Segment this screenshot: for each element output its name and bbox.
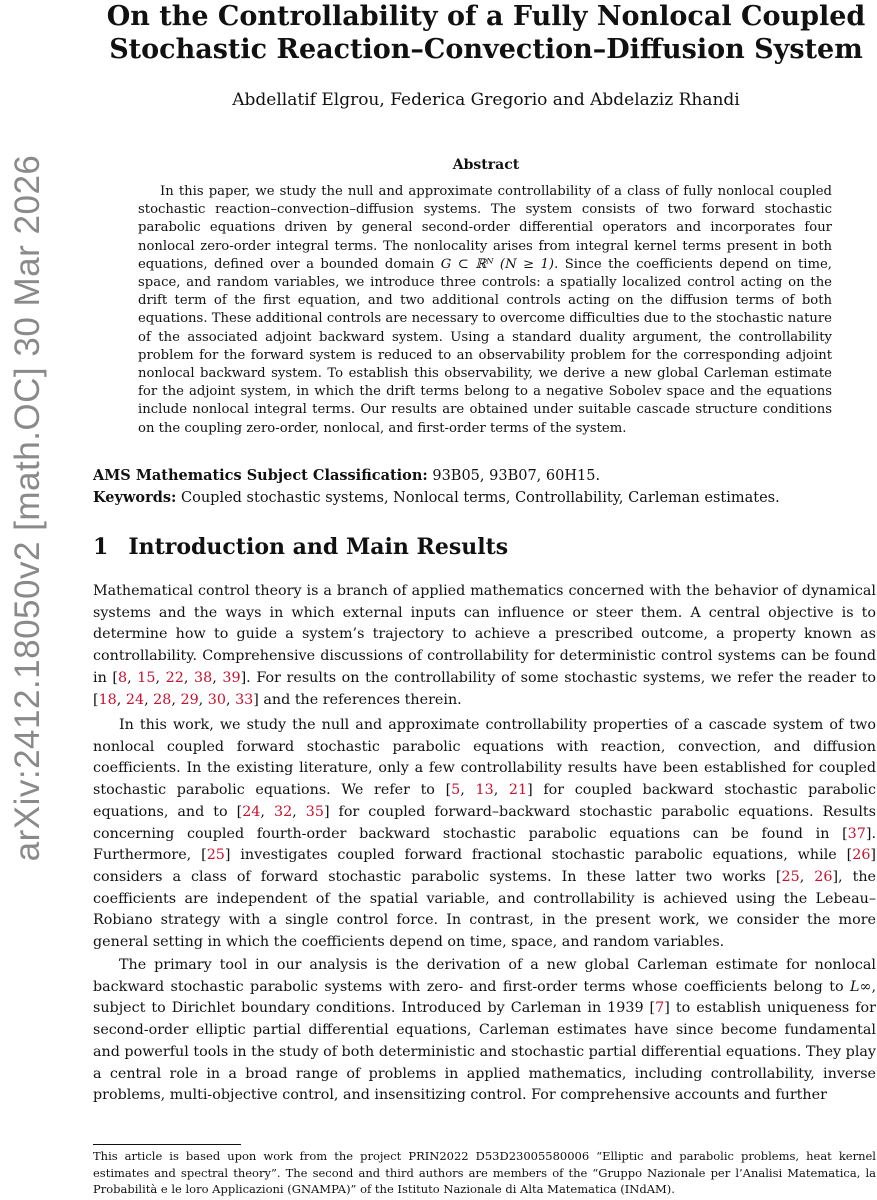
title-line-1: On the Controllability of a Fully Nonlocal Coupled (106, 1, 866, 32)
section-title: Introduction and Main Results (128, 534, 509, 560)
keywords-list: Coupled stochastic systems, Nonlocal terms, Controllability, Carleman estimates. (176, 490, 780, 506)
intro-paragraph-2: In this work, we study the null and approximate controllability properties of a cascade system of two nonlocal coupled forward stochastic parabolic equations with reaction, convection, and diffusion coefficients. In the existing literature, only a few controllability results have been established for coupled stochastic parabolic equations. We refer to [5, 13, 21] for coupled backward stochastic parabolic equations, and to [24, 32, 35] for coupled forward–backward stochastic parabolic equations. Results concerning coupled fourth-order backward stochastic parabolic equations can be found in [37]. Furthermore, [25] investigates coupled forward fractional stochastic parabolic equations, while [26] considers a class of forward stochastic parabolic systems. In these latter two works [25, 26], the coefficients are independent of the spatial variable, and controllability is achieved using the Lebeau–Robiano strategy with a single control force. In contrast, in the present work, we consider the more general setting in which the coefficients depend on time, space, and random variables. (93, 717, 877, 951)
title-line-2: Stochastic Reaction–Convection–Diffusion System (109, 34, 863, 65)
intro-paragraph-1: Mathematical control theory is a branch of applied mathematics concerned with the behavior of dynamical systems and the ways in which external inputs can influence or steer them. A central objective is to determine how to guide a system’s trajectory to achieve a prescribed outcome, a property known as controllability. Comprehensive discussions of controllability for deterministic control systems can be found in [8, 15, 22, 38, 39]. For results on the controllability of some stochastic systems, we refer the reader to [18, 24, 28, 29, 30, 33] and the references therein. (93, 583, 877, 708)
citation-link[interactable]: 26 (852, 847, 871, 864)
paragraph-text: ], the coefficients are independent of the spatial variable, and controllability is achieved using the Lebeau–Robiano strategy with a single control force. In contrast, in the present work, we consider the more general setting in which the coefficients depend on time, space, and random variables. (93, 868, 876, 951)
paragraph-text: ] for coupled forward–backward stochastic parabolic equations. Results concerning coupled fourth-order backward stochastic parabolic equations can be found in [ (93, 803, 877, 842)
citation-link[interactable]: 25 (781, 868, 800, 885)
citation-link[interactable]: 26 (814, 868, 833, 885)
abstract-heading: Abstract (452, 157, 520, 173)
citation-link[interactable]: 33 (235, 691, 254, 708)
paragraph-text: The primary tool in our analysis is the derivation of a new global Carleman estimate for nonlocal backward stochastic parabolic systems with zero- and first-order terms whose coefficients belong to (93, 957, 876, 995)
citation-link[interactable]: 29 (180, 691, 199, 708)
paragraph-text: ] to establish uniqueness for second-order elliptic partial differential equations, Carleman estimates have since become fundamental and powerful tools in the study of both deterministic and stochastic partial differential equations. They play a central role in a broad range of problems in applied mathematics, including controllability, inverse problems, multi-objective control, and insensitizing control. For comprehensive accounts and further (93, 1000, 876, 1104)
citation-link[interactable]: 24 (242, 803, 261, 820)
citation-link[interactable]: 28 (153, 691, 172, 708)
paragraph-text: ]. Furthermore, [ (93, 825, 876, 864)
citation-link[interactable]: 8 (117, 669, 128, 686)
section-heading (93, 534, 508, 560)
math-dimension-condition: (N ≥ 1) (493, 256, 555, 272)
citation-link[interactable]: 15 (137, 669, 156, 686)
paragraph-text: In this work, we study the null and approximate controllability properties of a cascade system of two nonlocal coupled forward stochastic parabolic equations with reaction, convection, and diffusion coefficients. In the existing literature, only a few controllability results have been established for coupled stochastic parabolic equations. We refer to [ (93, 717, 876, 799)
author-list: Abdellatif Elgrou, Federica Gregorio and Abdelaziz Rhandi (232, 90, 740, 110)
abstract-text-2: . Since the coefficients depend on time, space, and random variables, we introduce three controls: a spatially localized control acting on the drift term of the first equation, and two additional controls acting on the diffusion terms of both equations. These additional controls are necessary to overcome difficulties due to the stochastic nature of the associated adjoint backward system. Using a standard duality argument, the controllability problem for the forward system is reduced to an observability problem for the corresponding adjoint nonlocal backward system. To establish this observability, we derive a new global Carleman estimate for the adjoint system, in which the drift terms belong to a negative Sobolev space and the equations include nonlocal integral terms. Our results are obtained under suitable cascade structure conditions on the coupling zero-order, nonlocal, and first-order terms of the system. (138, 256, 832, 436)
msc-label: AMS Mathematics Subject Classification: (93, 467, 428, 484)
abstract-body (138, 183, 832, 438)
citation-link[interactable]: 24 (125, 691, 145, 708)
arxiv-identifier: arXiv:2412.18050v2 [math.OC] 30 Mar 2026 (8, 154, 47, 862)
citation-link[interactable]: 37 (847, 825, 866, 842)
classification-block (93, 465, 863, 509)
footnote-divider (93, 1144, 241, 1145)
citation-link[interactable]: 35 (305, 803, 324, 820)
citation-link[interactable]: 21 (508, 782, 528, 799)
msc-codes: 93B05, 93B07, 60H15. (427, 468, 601, 484)
citation-link[interactable]: 39 (222, 669, 241, 686)
citation-link[interactable]: 7 (655, 1000, 665, 1017)
math-l-infinity: L∞ (850, 978, 872, 995)
abstract-text-1: In this paper, we study the null and approximate controllability of a class of fully nonlocal coupled stochastic reaction–convection–diffusion systems. The system consists of two forward stochastic parabolic equations driven by general second-order differential operators and incorporates four nonlocal zero-order integral terms. The nonlocality arises from integral kernel terms present in both equations, defined over a bounded domain (138, 184, 832, 272)
section-number: 1 (93, 534, 109, 560)
keywords-label: Keywords: (93, 489, 177, 506)
citation-link[interactable]: 5 (451, 782, 461, 799)
intro-paragraph-3 (93, 955, 876, 1107)
paragraph-text: Mathematical control theory is a branch of applied mathematics concerned with the behavior of dynamical systems and the ways in which external inputs can influence or steer them. A central objective is to determine how to guide a system’s trajectory to achieve a prescribed outcome, a property known as controllability. Comprehensive discussions of controllability for deterministic control systems can be found in [ (93, 583, 876, 686)
math-domain: G ⊂ ℝᴺ (440, 256, 494, 272)
citation-link[interactable]: 30 (207, 691, 226, 708)
footnote: This article is based upon work from the project PRIN2022 D53D23005580006 “Elliptic and parabolic problems, heat kernel estimates and spectral theory”. The second and third authors are members of the “Gruppo Nazionale per l’Analisi Matematica, la Probabilità e le loro Applicazioni (GNAMPA)” of the Istituto Nazionale di Alta Matematica (INdAM). (93, 1149, 876, 1196)
paragraph-text: ] considers a class of forward stochastic parabolic systems. In these latter two works [ (93, 847, 876, 885)
paragraph-text: ] investigates coupled forward fractional stochastic parabolic equations, while [ (224, 847, 853, 864)
paragraph-text: ]. For results on the controllability of some stochastic systems, we refer the reader to [ (93, 669, 877, 708)
citation-link[interactable]: 38 (194, 669, 213, 686)
citation-link[interactable]: 22 (165, 669, 184, 686)
arxiv-side-stamp (0, 0, 60, 1200)
citation-link[interactable]: 18 (98, 691, 117, 708)
paragraph-text: , subject to Dirichlet boundary conditions. Introduced by Carleman in 1939 [ (93, 978, 876, 1017)
paragraph-text: ] and the references therein. (253, 691, 462, 708)
citation-link[interactable]: 32 (273, 803, 293, 820)
citation-link[interactable]: 13 (475, 782, 494, 799)
paper-title (98, 0, 874, 66)
citation-link[interactable]: 25 (206, 847, 225, 864)
paragraph-text: ] for coupled backward stochastic parabolic equations, and to [ (93, 782, 877, 820)
